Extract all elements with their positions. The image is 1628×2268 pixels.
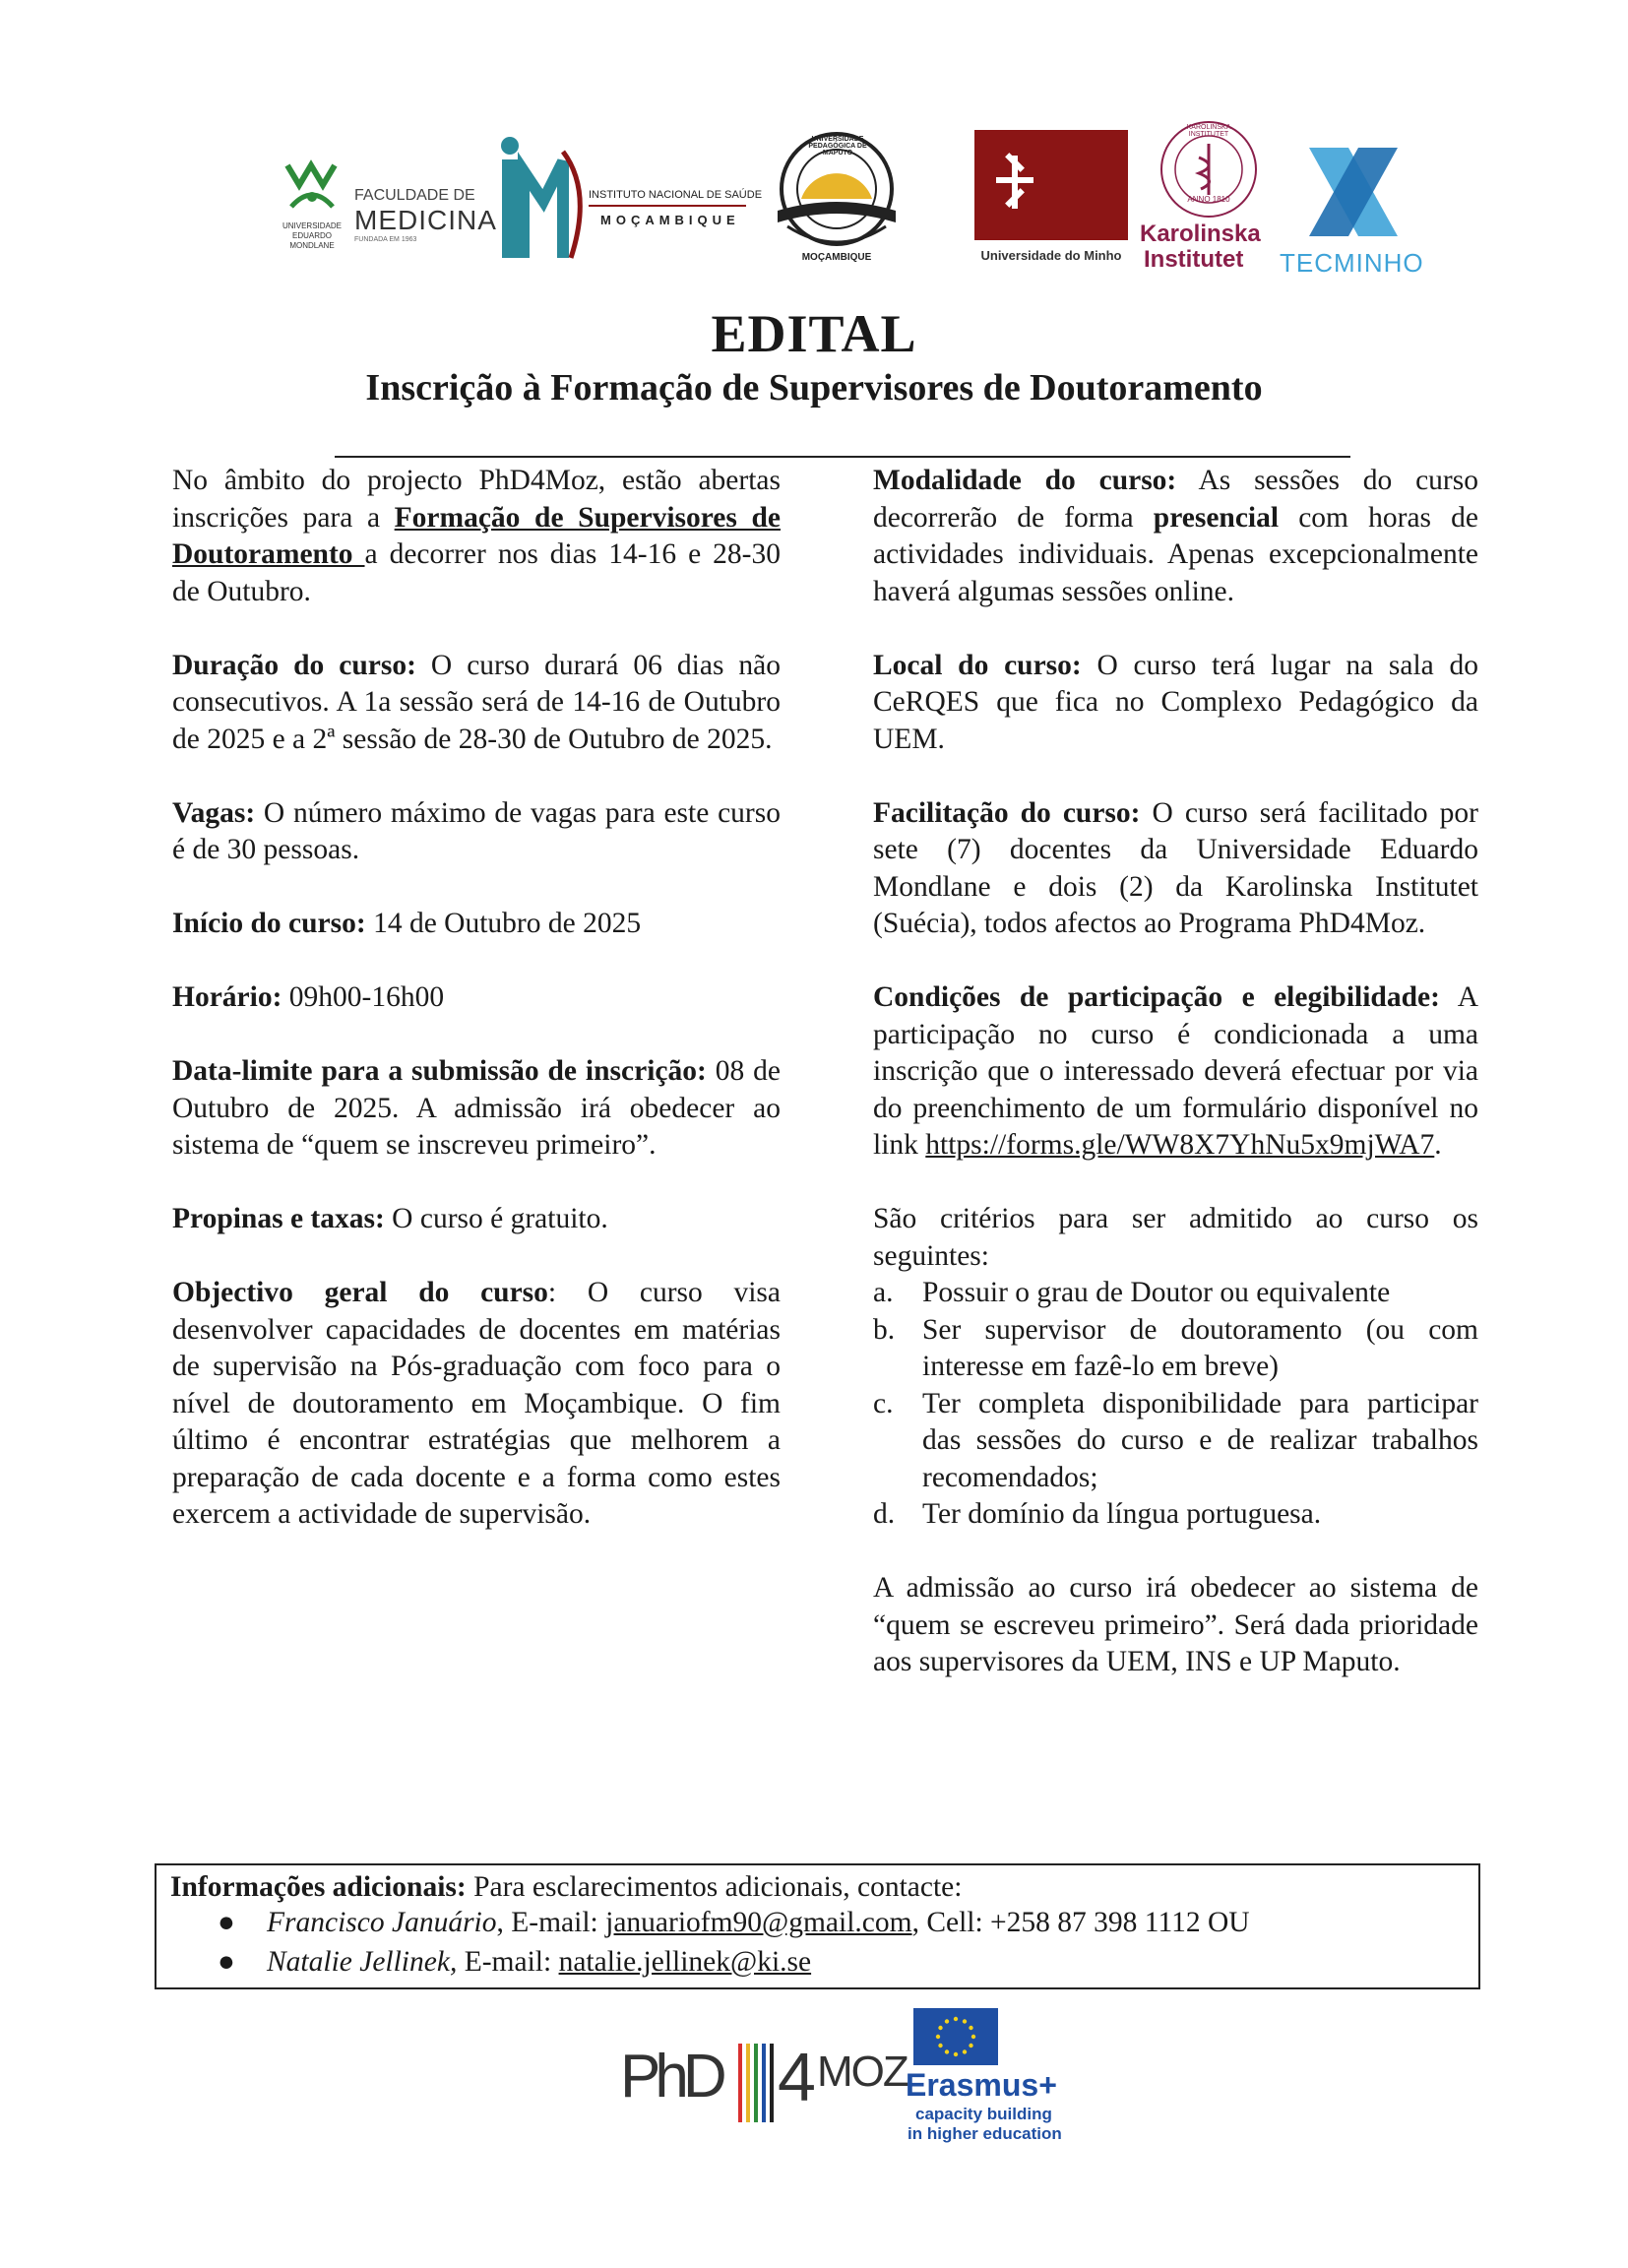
uminho-emblem-icon	[974, 130, 1128, 240]
faculdade-medicina-logo	[354, 187, 497, 266]
modalidade-paragraph: Modalidade do curso: As sessões do curso decorrerão de forma presencial com horas de actividades individuais. Apenas excepcionalmente haverá algumas sessões online.	[873, 465, 1478, 607]
left-column	[172, 463, 781, 1570]
ins-emblem-icon	[494, 132, 593, 260]
info-header: Informações adicionais: Para esclarecimentos adicionais, contacte:	[170, 1871, 963, 1903]
karolinska-year: ANNO 1810	[1187, 195, 1230, 204]
uminho-name: Universidade do Minho	[980, 248, 1122, 263]
criterios-intro: São critérios para ser admitido ao curso os seguintes:	[873, 1203, 1478, 1272]
intro-paragraph: No âmbito do projecto PhD4Moz, estão abertas inscrições para a Formação de Supervisores de Doutoramento a decorrer nos dias 14-16 e 28-30 de Outubro.	[172, 465, 781, 607]
tecminho-emblem-icon	[1289, 138, 1417, 246]
email-link-natalie[interactable]: natalie.jellinek@ki.se	[558, 1946, 812, 1978]
uminho-logo	[974, 130, 1132, 278]
erasmus-line2: capacity building	[915, 2105, 1052, 2123]
contact-francisco: Francisco Januário, E-mail: januariofm90@gmail.com, Cell: +258 87 398 1112 OU	[267, 1907, 1250, 1938]
right-column	[873, 463, 1478, 1718]
phd4moz-logo	[620, 2038, 908, 2146]
erasmus-name: Erasmus+	[906, 2067, 1057, 2103]
inicio-paragraph: Início do curso: 14 de Outubro de 2025	[172, 908, 642, 939]
uem-emblem-icon	[278, 158, 346, 217]
uem-logo	[278, 158, 346, 276]
ins-line1: INSTITUTO NACIONAL DE SAÚDE	[589, 189, 763, 201]
condicoes-paragraph: Condições de participação e elegibilidade: A participação no curso é condicionada a uma inscrição que o interessado deverá efectuar por via do preenchimento de um formulário disponível no link https://forms.gle/WW8X7YhNu5x9mjWA7.	[873, 981, 1478, 1161]
phd4moz-phd: PhD	[620, 2043, 721, 2110]
up-ring-text: UNIVERSIDADE PEDAGÓGICA DE MAPUTO	[808, 136, 867, 157]
up-bottom-text: MOÇAMBIQUE	[801, 252, 872, 263]
vagas-paragraph: Vagas: O número máximo de vagas para este curso é de 30 pessoas.	[172, 796, 781, 865]
faculdade-line2: MEDICINA	[354, 205, 497, 235]
intro-link-text: Formação de Supervisores de Doutoramento	[172, 501, 781, 570]
uem-line1: UNIVERSIDADE	[282, 221, 342, 230]
tecminho-name: TECMINHO	[1280, 248, 1424, 278]
duracao-paragraph: Duração do curso: O curso durará 06 dias não consecutivos. A 1a sessão será de 14-16 de Outubro de 2025 e a 2ª sessão de 28-30 de Outubro de 2025.	[172, 649, 782, 755]
list-item: c. Ter completa disponibilidade para participar das sessões do curso e de realizar trabalhos recomendados;	[873, 1387, 1478, 1493]
propinas-paragraph: Propinas e taxas: O curso é gratuito.	[172, 1203, 608, 1234]
karolinska-line2: Institutet	[1144, 246, 1244, 273]
ins-line2: MOÇAMBIQUE	[600, 213, 740, 227]
email-link-francisco[interactable]: januariofm90@gmail.com	[605, 1907, 912, 1938]
karolinska-line1: Karolinska	[1140, 220, 1261, 247]
page-title: EDITAL	[711, 304, 917, 363]
local-paragraph: Local do curso: O curso terá lugar na sala do CeRQES que fica no Complexo Pedagógico da UEM.	[873, 649, 1478, 755]
faculdade-line1: FACULDADE DE	[354, 187, 475, 204]
partner-logos	[266, 118, 1447, 285]
karolinska-ring-text: KAROLINSKA INSTITUTET	[1186, 124, 1231, 138]
tecminho-logo	[1280, 138, 1437, 276]
ins-logo	[494, 132, 763, 270]
contact-natalie: Natalie Jellinek, E-mail: natalie.jellinek@ki.se	[267, 1946, 812, 1978]
list-item: d. Ter domínio da língua portuguesa.	[873, 1498, 1322, 1530]
list-item: b. Ser supervisor de doutoramento (ou com interesse em fazê-lo em breve)	[873, 1313, 1478, 1382]
eu-flag-icon	[913, 2008, 998, 2065]
form-link[interactable]: https://forms.gle/WW8X7YhNu5x9mjWA7	[925, 1129, 1435, 1161]
page-subtitle: Inscrição à Formação de Supervisores de Doutoramento	[365, 367, 1263, 409]
data-limite-paragraph: Data-limite para a submissão de inscrição: 08 de Outubro de 2025. A admissão irá obedecer ao sistema de “quem se inscreveu primeiro”.	[172, 1055, 782, 1161]
title-divider	[335, 456, 1350, 458]
phd4moz-num: 4	[778, 2039, 816, 2115]
phd4moz-moz: MOZ	[817, 2048, 908, 2096]
footer-logos	[620, 2008, 1093, 2146]
admissao-paragraph: A admissão ao curso irá obedecer ao sistema de “quem se escreveu primeiro”. Será dada prioridade aos supervisores da UEM, INS e UP Maputo.	[873, 1572, 1478, 1677]
facilitacao-paragraph: Facilitação do curso: O curso será facilitado por sete (7) docentes da Universidade Eduardo Mondlane e dois (2) da Karolinska Institutet (Suécia), todos afectos ao Programa PhD4Moz.	[873, 796, 1478, 939]
karolinska-logo	[1140, 118, 1278, 276]
criterios-list	[873, 1275, 1478, 1534]
uem-line3: MONDLANE	[289, 241, 335, 250]
uem-line2: EDUARDO	[291, 231, 332, 240]
horario-paragraph: Horário: 09h00-16h00	[172, 981, 445, 1013]
faculdade-line3: FUNDADA EM 1963	[354, 236, 417, 243]
bullet-icon: ●	[218, 1946, 235, 1978]
objectivo-paragraph: Objectivo geral do curso: O curso visa desenvolver capacidades de docentes em matérias de supervisão na Pós-graduação com foco para o nível de doutoramento em Moçambique. O fim último é encontrar estratégias que melhorem a preparação de cada docente e a forma como estes exercem a actividade de supervisão.	[172, 1277, 782, 1530]
up-maputo-logo	[758, 128, 915, 276]
erasmus-line3: in higher education	[908, 2124, 1062, 2143]
erasmus-logo	[906, 2008, 1093, 2146]
list-item: a. Possuir o grau de Doutor ou equivalente	[873, 1277, 1391, 1308]
additional-info-box	[155, 1863, 1480, 1989]
bullet-icon: ●	[218, 1907, 235, 1938]
